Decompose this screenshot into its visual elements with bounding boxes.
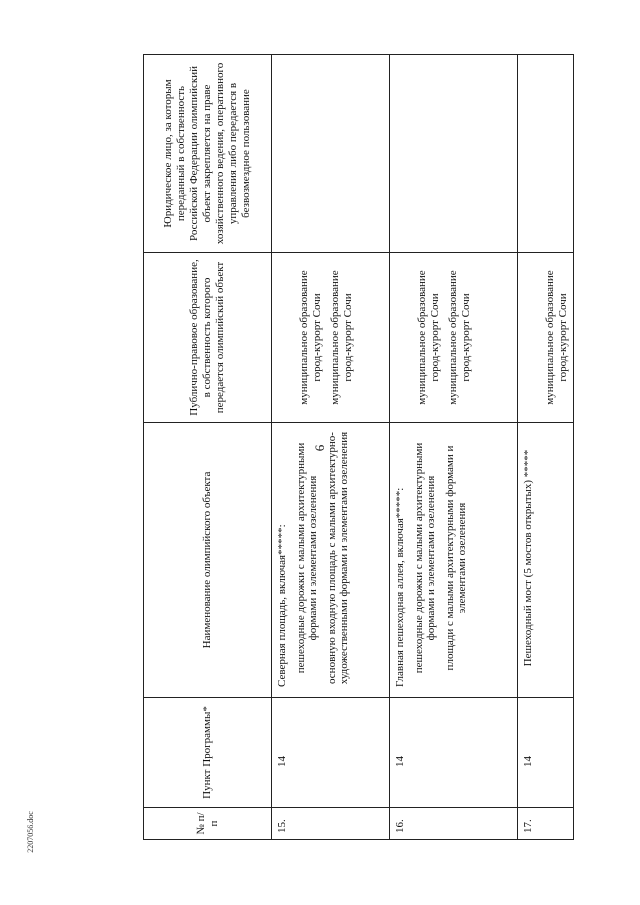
row-program: 14 (517, 698, 573, 808)
header-program: Пункт Программы* (143, 698, 271, 808)
table-row (389, 55, 517, 840)
row-num: 16. (389, 808, 517, 840)
row-num: 17. (517, 808, 573, 840)
row-item: пешеходные дорожки с малыми архитектурными формами и элементами озеленения (412, 442, 437, 674)
row-title: Северная площадь, включая*****: (275, 524, 288, 687)
row-juridical (271, 55, 389, 253)
table-row (271, 55, 389, 840)
row-title: Пешеходный мост (5 мостов открытых) ***** (521, 449, 534, 667)
row-name-cell (517, 423, 573, 698)
row-num: 15. (271, 808, 389, 840)
row-title: Главная пешеходная аллея, включая*****: (393, 487, 406, 687)
objects-table-wrapper (143, 55, 568, 840)
row-program: 14 (389, 698, 517, 808)
objects-table (143, 54, 574, 840)
row-juridical (389, 55, 517, 253)
row-name-cell (389, 423, 517, 698)
row-owner-cell (271, 253, 389, 423)
row-owner-cell (389, 253, 517, 423)
header-owner: Публично-правовое образование, в собственность которого передается олимпийский объект (143, 253, 271, 423)
row-item: основную входную площадь с малыми архитектурно-художественными формами и элементами озеленения (325, 431, 350, 685)
table-row (517, 55, 573, 840)
row-item: площади с малыми архитектурными формами и элементами озеленения (443, 445, 468, 671)
table-header-row (143, 55, 271, 840)
row-owner: муниципальное образование город-курорт Сочи (415, 270, 440, 405)
row-name-cell (271, 423, 389, 698)
page-number: 6 (312, 444, 327, 452)
row-owner: муниципальное образование город-курорт Сочи (328, 270, 353, 405)
row-juridical (517, 55, 573, 253)
header-num: № п/п (143, 808, 271, 840)
row-program: 14 (271, 698, 389, 808)
row-item: пешеходные дорожки с малыми архитектурными формами и элементами озеленения (294, 442, 319, 674)
row-owner-cell (517, 253, 573, 423)
footer-filename: 2207056.doc (26, 811, 35, 853)
header-juridical: Юридическое лицо, за которым переданный в собственность Российской Федерации олимпийский объект закрепляется на праве хозяйственного ведения, оперативного управления либо передается в безвозмездное пользование (143, 55, 271, 253)
row-owner: муниципальное образование город-курорт Сочи (446, 270, 471, 405)
row-owner: муниципальное образование город-курорт Сочи (297, 270, 322, 405)
row-owner: муниципальное образование город-курорт Сочи (543, 270, 568, 405)
header-name: Наименование олимпийского объекта (143, 423, 271, 698)
